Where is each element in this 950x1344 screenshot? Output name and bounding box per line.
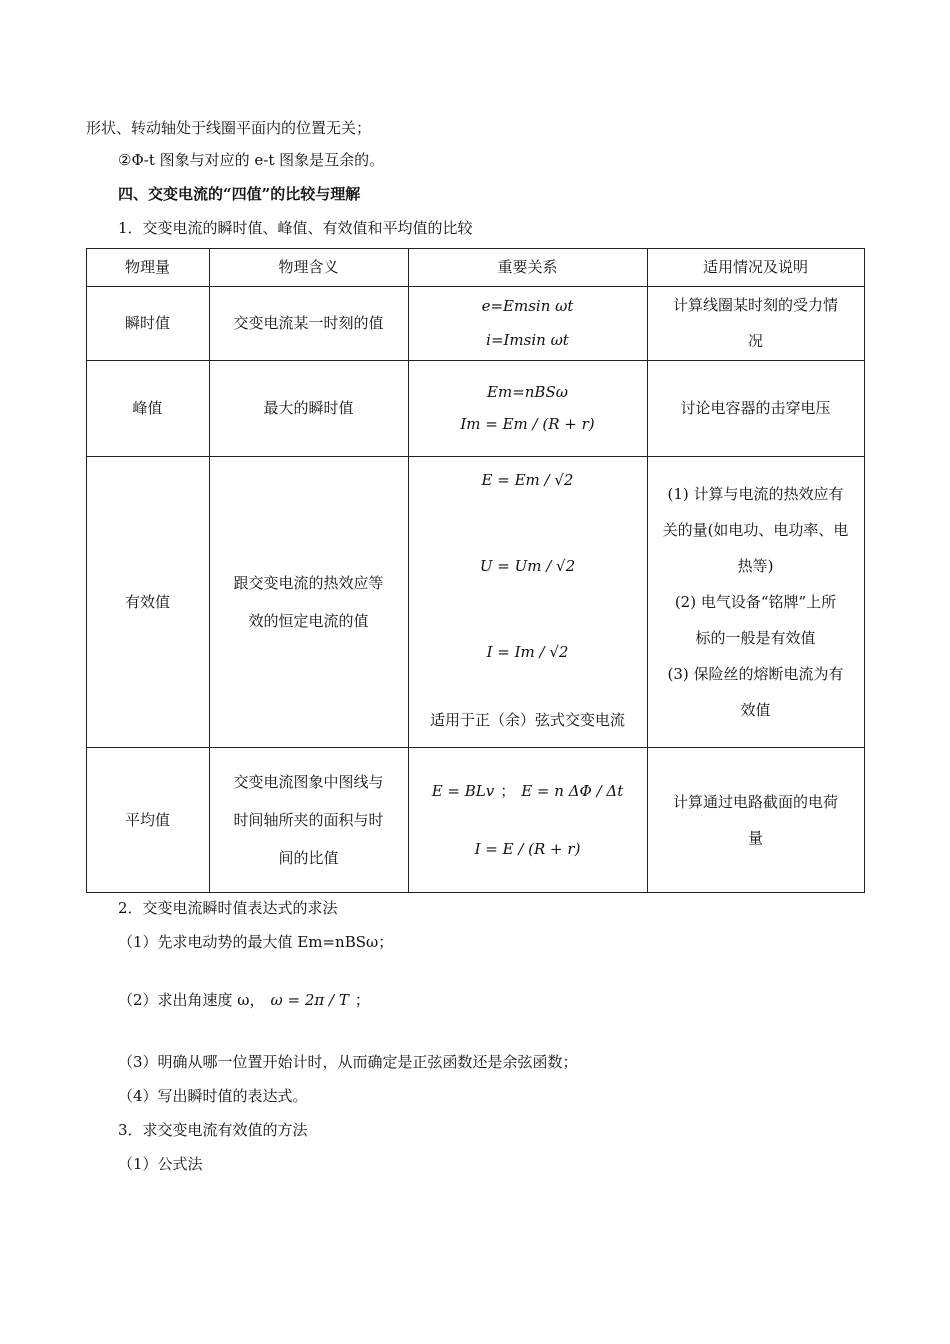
section2-step-1: （1）先求电动势的最大值 Em=nBSω； [118, 933, 394, 951]
section2-step-2: （2）求出角速度 ω， ω = 2π / T ； [118, 991, 370, 1009]
row-peak-usage: 讨论电容器的击穿电压 [680, 399, 831, 417]
header-relation: 重要关系 [497, 258, 558, 276]
row-average-usage: 计算通过电路截面的电荷 量 [672, 792, 838, 847]
row-instantaneous-relation [408, 286, 647, 360]
row-peak-name: 峰值 [132, 399, 163, 417]
row-effective-usage: (1) 计算与电流的热效应有 关的量(如电功、电功率、电 热等) (2) 电气设备“铭牌”上所 标的一般是有效值 (3) 保险丝的熔断电流为有 效值 [662, 484, 849, 719]
section2-step-3: （3）明确从哪一位置开始计时，从而确定是正弦函数还是余弦函数； [118, 1053, 578, 1071]
formula-e-avg-blv: E = BLv [431, 781, 495, 800]
row-average-relation [408, 747, 647, 892]
formula-u-eff: U = Um / √2 [479, 557, 576, 575]
row-average-name: 平均值 [124, 810, 170, 829]
formula-e-avg-faraday: E = n ΔΦ / Δt [521, 781, 624, 800]
subsection-2-title: 2．交变电流瞬时值表达式的求法 [118, 899, 338, 917]
formula-em: Em=nBSω [487, 383, 568, 401]
formula-e-eff: E = Em / √2 [481, 471, 574, 489]
header-meaning: 物理含义 [278, 258, 339, 276]
row-instantaneous-usage: 计算线圈某时刻的受力情 况 [672, 296, 838, 350]
formula-i-eff: I = Im / √2 [486, 643, 569, 661]
row-instantaneous-name: 瞬时值 [124, 314, 170, 332]
formula-separator: ； [500, 781, 516, 800]
row-effective-relation [408, 456, 647, 747]
section-heading-4: 四、交变电流的“四值”的比较与理解 [118, 185, 361, 203]
row-peak-meaning: 最大的瞬时值 [263, 399, 354, 417]
header-quantity: 物理量 [124, 258, 170, 276]
formula-im: Im = Em / (R + r) [460, 415, 595, 433]
section3-step-1: （1）公式法 [118, 1155, 203, 1173]
row-peak-relation [408, 360, 647, 456]
row-effective-name: 有效值 [124, 592, 170, 611]
formula-omega: ω = 2π / T [270, 991, 349, 1009]
row-effective-meaning: 跟交变电流的热效应等 效的恒定电流的值 [233, 573, 384, 630]
formula-i-inst: i=Imsin ωt [486, 331, 569, 349]
subsection-3-title: 3．求交变电流有效值的方法 [118, 1121, 308, 1139]
row-average-meaning: 交变电流图象中图线与 时间轴所夹的面积与时 间的比值 [233, 772, 384, 867]
comparison-table [86, 248, 865, 893]
subsection-1-title: 1．交变电流的瞬时值、峰值、有效值和平均值的比较 [118, 219, 473, 237]
section2-step-4: （4）写出瞬时值的表达式。 [118, 1087, 308, 1105]
formula-i-avg: I = E / (R + r) [474, 839, 581, 858]
header-usage: 适用情况及说明 [702, 258, 808, 276]
formula-note: 适用于正（余）弦式交变电流 [429, 711, 625, 729]
formula-e-inst: e=Emsin ωt [481, 297, 574, 315]
row-instantaneous-meaning: 交变电流某一时刻的值 [233, 314, 384, 332]
intro-line-2: ②Φ-t 图象与对应的 e-t 图象是互余的。 [118, 151, 385, 169]
intro-line-1: 形状、转动轴处于线圈平面内的位置无关； [86, 119, 372, 137]
